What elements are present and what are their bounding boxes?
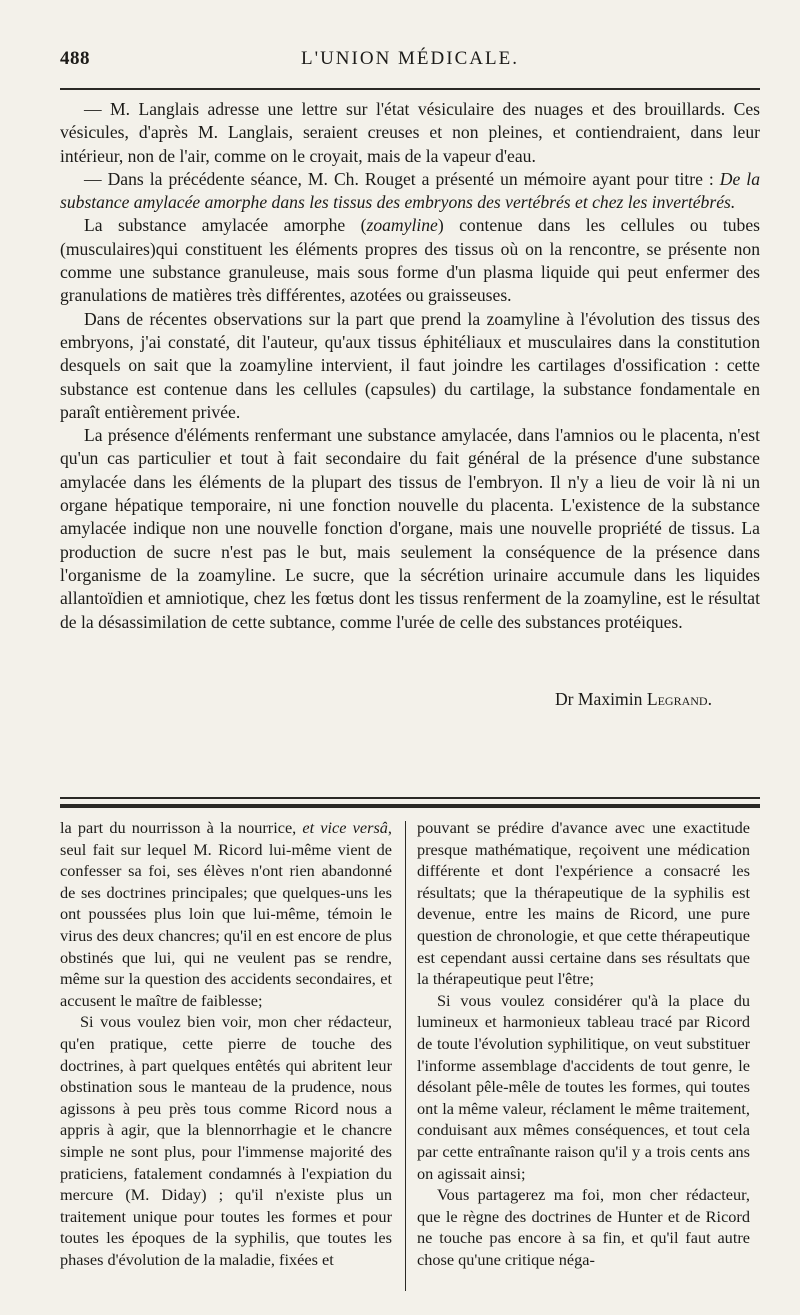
right-paragraph-1: pouvant se prédire d'avance avec une exactitude presque mathématique, reçoivent une médication différente et dont l'expérience a consacré les résultats; que la thérapeutique de la syphilis est devenue, entre les mains de Ricord, une pure question de chronologie, et que cette thérapeutique est cependant aussi certaine dans ses résultats que la thérapeutique peut l'être; (417, 818, 750, 989)
paragraph-rouget: — Dans la précédente séance, M. Ch. Rouget a présenté un mémoire ayant pour titre : De la substance amylacée amorphe dans les tissus des embryons des vertébrés et chez les invertébrés. (60, 168, 760, 213)
section-rule-thin (60, 797, 760, 799)
signature-prefix: Dr Maximin (554, 689, 643, 709)
left-paragraph-2: Si vous voulez bien voir, mon cher rédacteur, qu'en pratique, cette pierre de touche des doctrines, à part quelques entêtés qui abritent leur obstination sous le manteau de la prudence, nous agissons à peu près tous comme Ricord nous a appris à agir, que la blennorrhagie et le chancre simple ne sont plus, pour l'immense majorité des praticiens, fatalement condamnés à l'expiation du mercure (M. Diday) ; qu'il n'existe plus un traitement unique pour toutes les formes et pour toutes les époques de la syphilis, que toutes les phases d'évolution de la maladie, fixées et (60, 1012, 392, 1269)
author-signature (60, 688, 712, 711)
page-header (60, 48, 760, 82)
right-column (417, 817, 750, 1270)
left-paragraph-1: la part du nourrisson à la nourrice, et vice versâ, seul fait sur lequel M. Ricord lui-même vient de confesser sa foi, ses élèves n'ont rien abandonné de ses doctrines principales; que quelques-uns les ont poussées plus loin que lui-même, témoin le virus des deux chancres; qu'il en est encore de plus obstinés que lui, qui ne veulent pas se rendre, même sur la question des accidents secondaires, et accusent le maître de faiblesse; (60, 818, 392, 1010)
paragraph-observations: Dans de récentes observations sur la part que prend la zoamyline à l'évolution des tissus des embryons, j'ai constaté, dit l'auteur, qu'aux tissus éphitéliaux et musculaires dans la constitution desquels on sait que la zoamyline intervient, il faut joindre les cartilages d'ossification : cette substance est contenue dans les cellules (capsules) du cartilage, la substance fondamentale en paraît entièrement privée. (60, 308, 760, 422)
memoir-title: De la substance amylacée amorphe dans les tissus des embryons des vertébrés et chez les invertébrés. (60, 168, 760, 213)
academy-report (60, 98, 760, 634)
column-divider (405, 821, 406, 1291)
paragraph-placenta: La présence d'éléments renfermant une substance amylacée, dans l'amnios ou le placenta, n'est qu'un cas particulier et tout à fait secondaire du fait général de la présence d'une substance amylacée dans les éléments de la plupart des tissus de l'embryon. Il n'y a lieu de voir là ni un organe hépatique temporaire, ni une fonction nouvelle du placenta. L'existence de la substance amylacée indique non une nouvelle fonction d'organe, mais une nouvelle propriété de tissus. La production de sucre n'est pas le but, mais seulement la conséquence de la présence dans l'organisme de la zoamyline. Le sucre, que la sécrétion urinaire accumule dans les liquides allantoïdien et amniotique, chez les fœtus dont les tissus renferment de la zoamyline, est le résultat de la désassimilation de cette subtance, comme l'urée de celle des substances protéiques. (60, 425, 760, 632)
right-paragraph-2: Si vous voulez considérer qu'à la place du lumineux et harmonieux tableau tracé par Ricord de toute l'évolution syphilitique, on veut substituer l'informe assemblage d'accidents de tout genre, le désolant pêle-mêle de toutes les formes, qui toutes ont la même valeur, réclament le même traitement, conduisant aux mêmes conséquences, et tout cela par cette entraînante raison qu'il y a trois cents ans on agissait ainsi; (417, 990, 750, 1183)
left-column (60, 817, 392, 1270)
header-rule (60, 88, 760, 90)
journal-title: L'UNION MÉDICALE. (301, 48, 519, 69)
paragraph-langlais: — M. Langlais adresse une lettre sur l'état vésiculaire des nuages et des brouillards. Ces vésicules, d'après M. Langlais, seraient creuses et non pleines, et contiendraient, dans leur intérieur, non de l'air, comme on le croyait, mais de la vapeur d'eau. (60, 99, 760, 166)
paragraph-substance: La substance amylacée amorphe (zoamyline) contenue dans les cellules ou tubes (musculaires)qui constituent les éléments propres des tissus où on la rencontre, se présente non comme une substance granuleuse, mais sous forme d'un plasma liquide qui peut enfermer des granulations de matières très différentes, azotées ou graisseuses. (60, 215, 760, 306)
signature-name: Legrand. (646, 689, 712, 709)
feuilleton-columns (60, 817, 760, 1297)
latin-phrase: et vice versâ (302, 818, 388, 837)
page-number: 488 (60, 48, 90, 69)
right-paragraph-3: Vous partagerez ma foi, mon cher rédacteur, que le règne des doctrines de Hunter et de Ricord ne touche pas encore à sa fin, et qu'il faut autre chose qu'une critique néga- (417, 1185, 750, 1269)
term-zoamyline: zoamyline (366, 215, 438, 236)
section-rule-thick (60, 804, 760, 808)
